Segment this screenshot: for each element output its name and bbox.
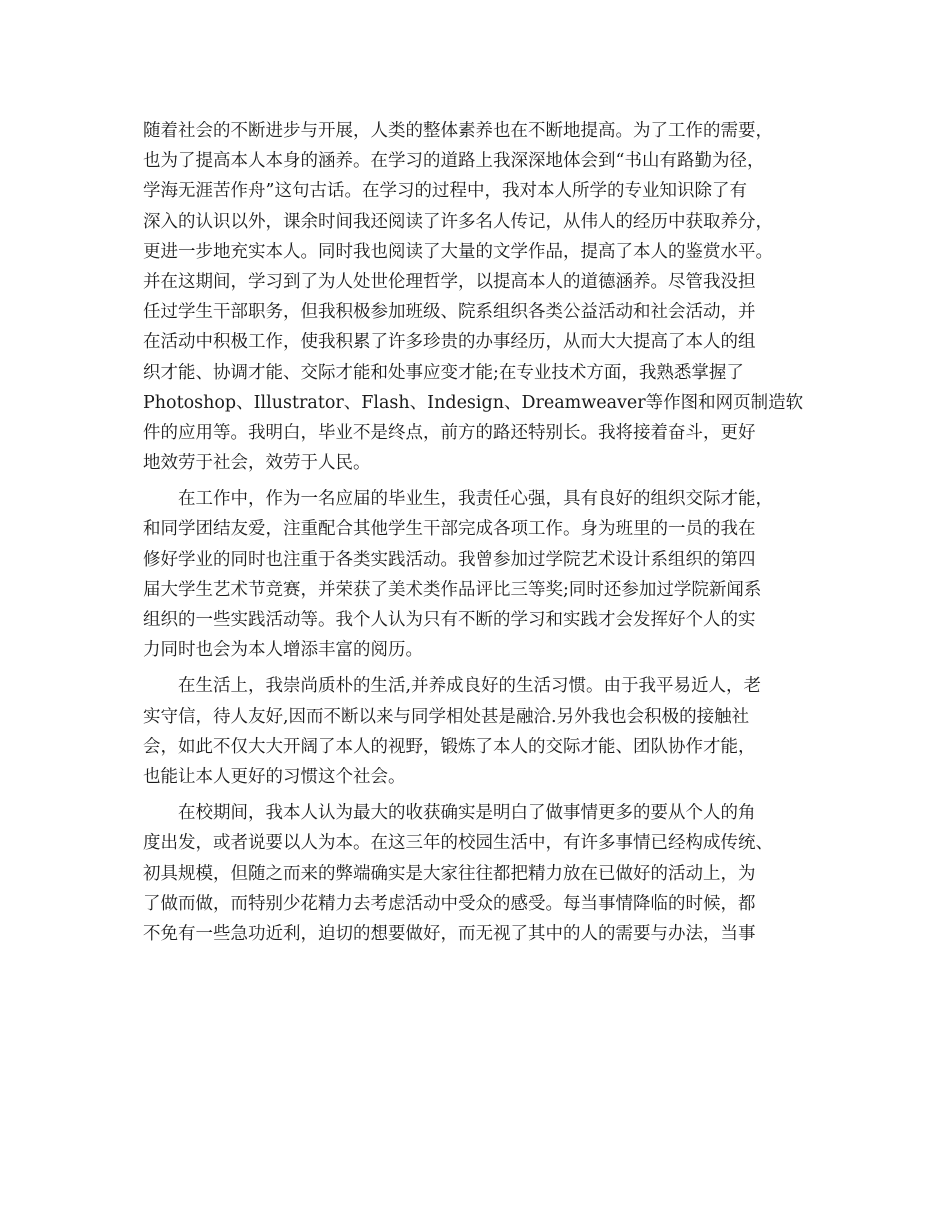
text-line: 并在这期间，学习到了为人处世伦理哲学，以提高本人的道德涵养。尽管我没担	[143, 271, 756, 292]
text-line: 件的应用等。我明白，毕业不是终点，前方的路还特别长。我将接着奋斗，更好	[143, 422, 756, 443]
text-line: 织才能、协调才能、交际才能和处事应变才能;在专业技术方面，我熟悉掌握了	[143, 362, 744, 383]
paragraph	[143, 116, 813, 478]
text-line: 地效劳于社会，效劳于人民。	[143, 453, 371, 474]
text-line: 学海无涯苦作舟”这句古话。在学习的过程中，我对本人所学的专业知识除了有	[143, 181, 747, 202]
text-line: 任过学生干部职务，但我积极参加班级、院系组织各类公益活动和社会活动，并	[143, 302, 756, 323]
text-line: Photoshop、Illustrator、Flash、Indesign、Dreamweaver等作图和网页制造软	[143, 392, 804, 413]
text-line: 也为了提高本人本身的涵养。在学习的道路上我深深地体会到“书山有路勤为径，	[143, 151, 765, 172]
text-line: 和同学团结友爱，注重配合其他学生干部完成各项工作。身为班里的一员的我在	[143, 519, 756, 540]
text-line: 深入的认识以外，课余时间我还阅读了许多名人传记，从伟人的经历中获取养分，	[143, 211, 773, 232]
text-line: 更进一步地充实本人。同时我也阅读了大量的文学作品，提高了本人的鉴赏水平。	[143, 241, 773, 262]
text-line: 会，如此不仅大大开阔了本人的视野，锻炼了本人的交际才能、团队协作才能，	[143, 736, 756, 757]
text-line: 初具规模，但随之而来的弊端确实是大家往往都把精力放在已做好的活动上，为	[143, 863, 756, 884]
text-line: 实守信，待人友好,因而不断以来与同学相处甚是融洽.另外我也会积极的接触社	[143, 706, 750, 727]
text-line: 随着社会的不断进步与开展，人类的整体素养也在不断地提高。为了工作的需要，	[143, 121, 773, 141]
document-body	[143, 116, 813, 949]
text-line: 修好学业的同时也注重于各类实践活动。我曾参加过学院艺术设计系组织的第四	[143, 549, 756, 570]
text-line: 了做而做，而特别少花精力去考虑活动中受众的感受。每当事情降临的时候，都	[143, 893, 756, 914]
text-line: 在校期间，我本人认为最大的收获确实是明白了做事情更多的要从个人的角	[178, 803, 756, 824]
text-line: 不免有一些急功近利，迫切的想要做好，而无视了其中的人的需要与办法，当事	[143, 923, 756, 944]
paragraph	[143, 798, 813, 949]
text-line: 在工作中，作为一名应届的毕业生，我责任心强，具有良好的组织交际才能，	[178, 489, 773, 510]
paragraph	[143, 484, 813, 665]
text-line: 届大学生艺术节竞赛，并荣获了美术类作品评比三等奖;同时还参加过学院新闻系	[143, 579, 762, 600]
text-line: 在生活上，我崇尚质朴的生活,并养成良好的生活习惯。由于我平易近人，老	[178, 676, 762, 697]
text-line: 度出发，或者说要以人为本。在这三年的校园生活中，有许多事情已经构成传统、	[143, 833, 773, 854]
text-line: 也能让本人更好的习惯这个社会。	[143, 766, 406, 787]
text-line: 力同时也会为本人增添丰富的阅历。	[143, 640, 423, 661]
paragraph	[143, 671, 813, 792]
text-line: 在活动中积极工作，使我积累了许多珍贵的办事经历，从而大大提高了本人的组	[143, 332, 756, 353]
text-line: 组织的一些实践活动等。我个人认为只有不断的学习和实践才会发挥好个人的实	[143, 610, 756, 630]
